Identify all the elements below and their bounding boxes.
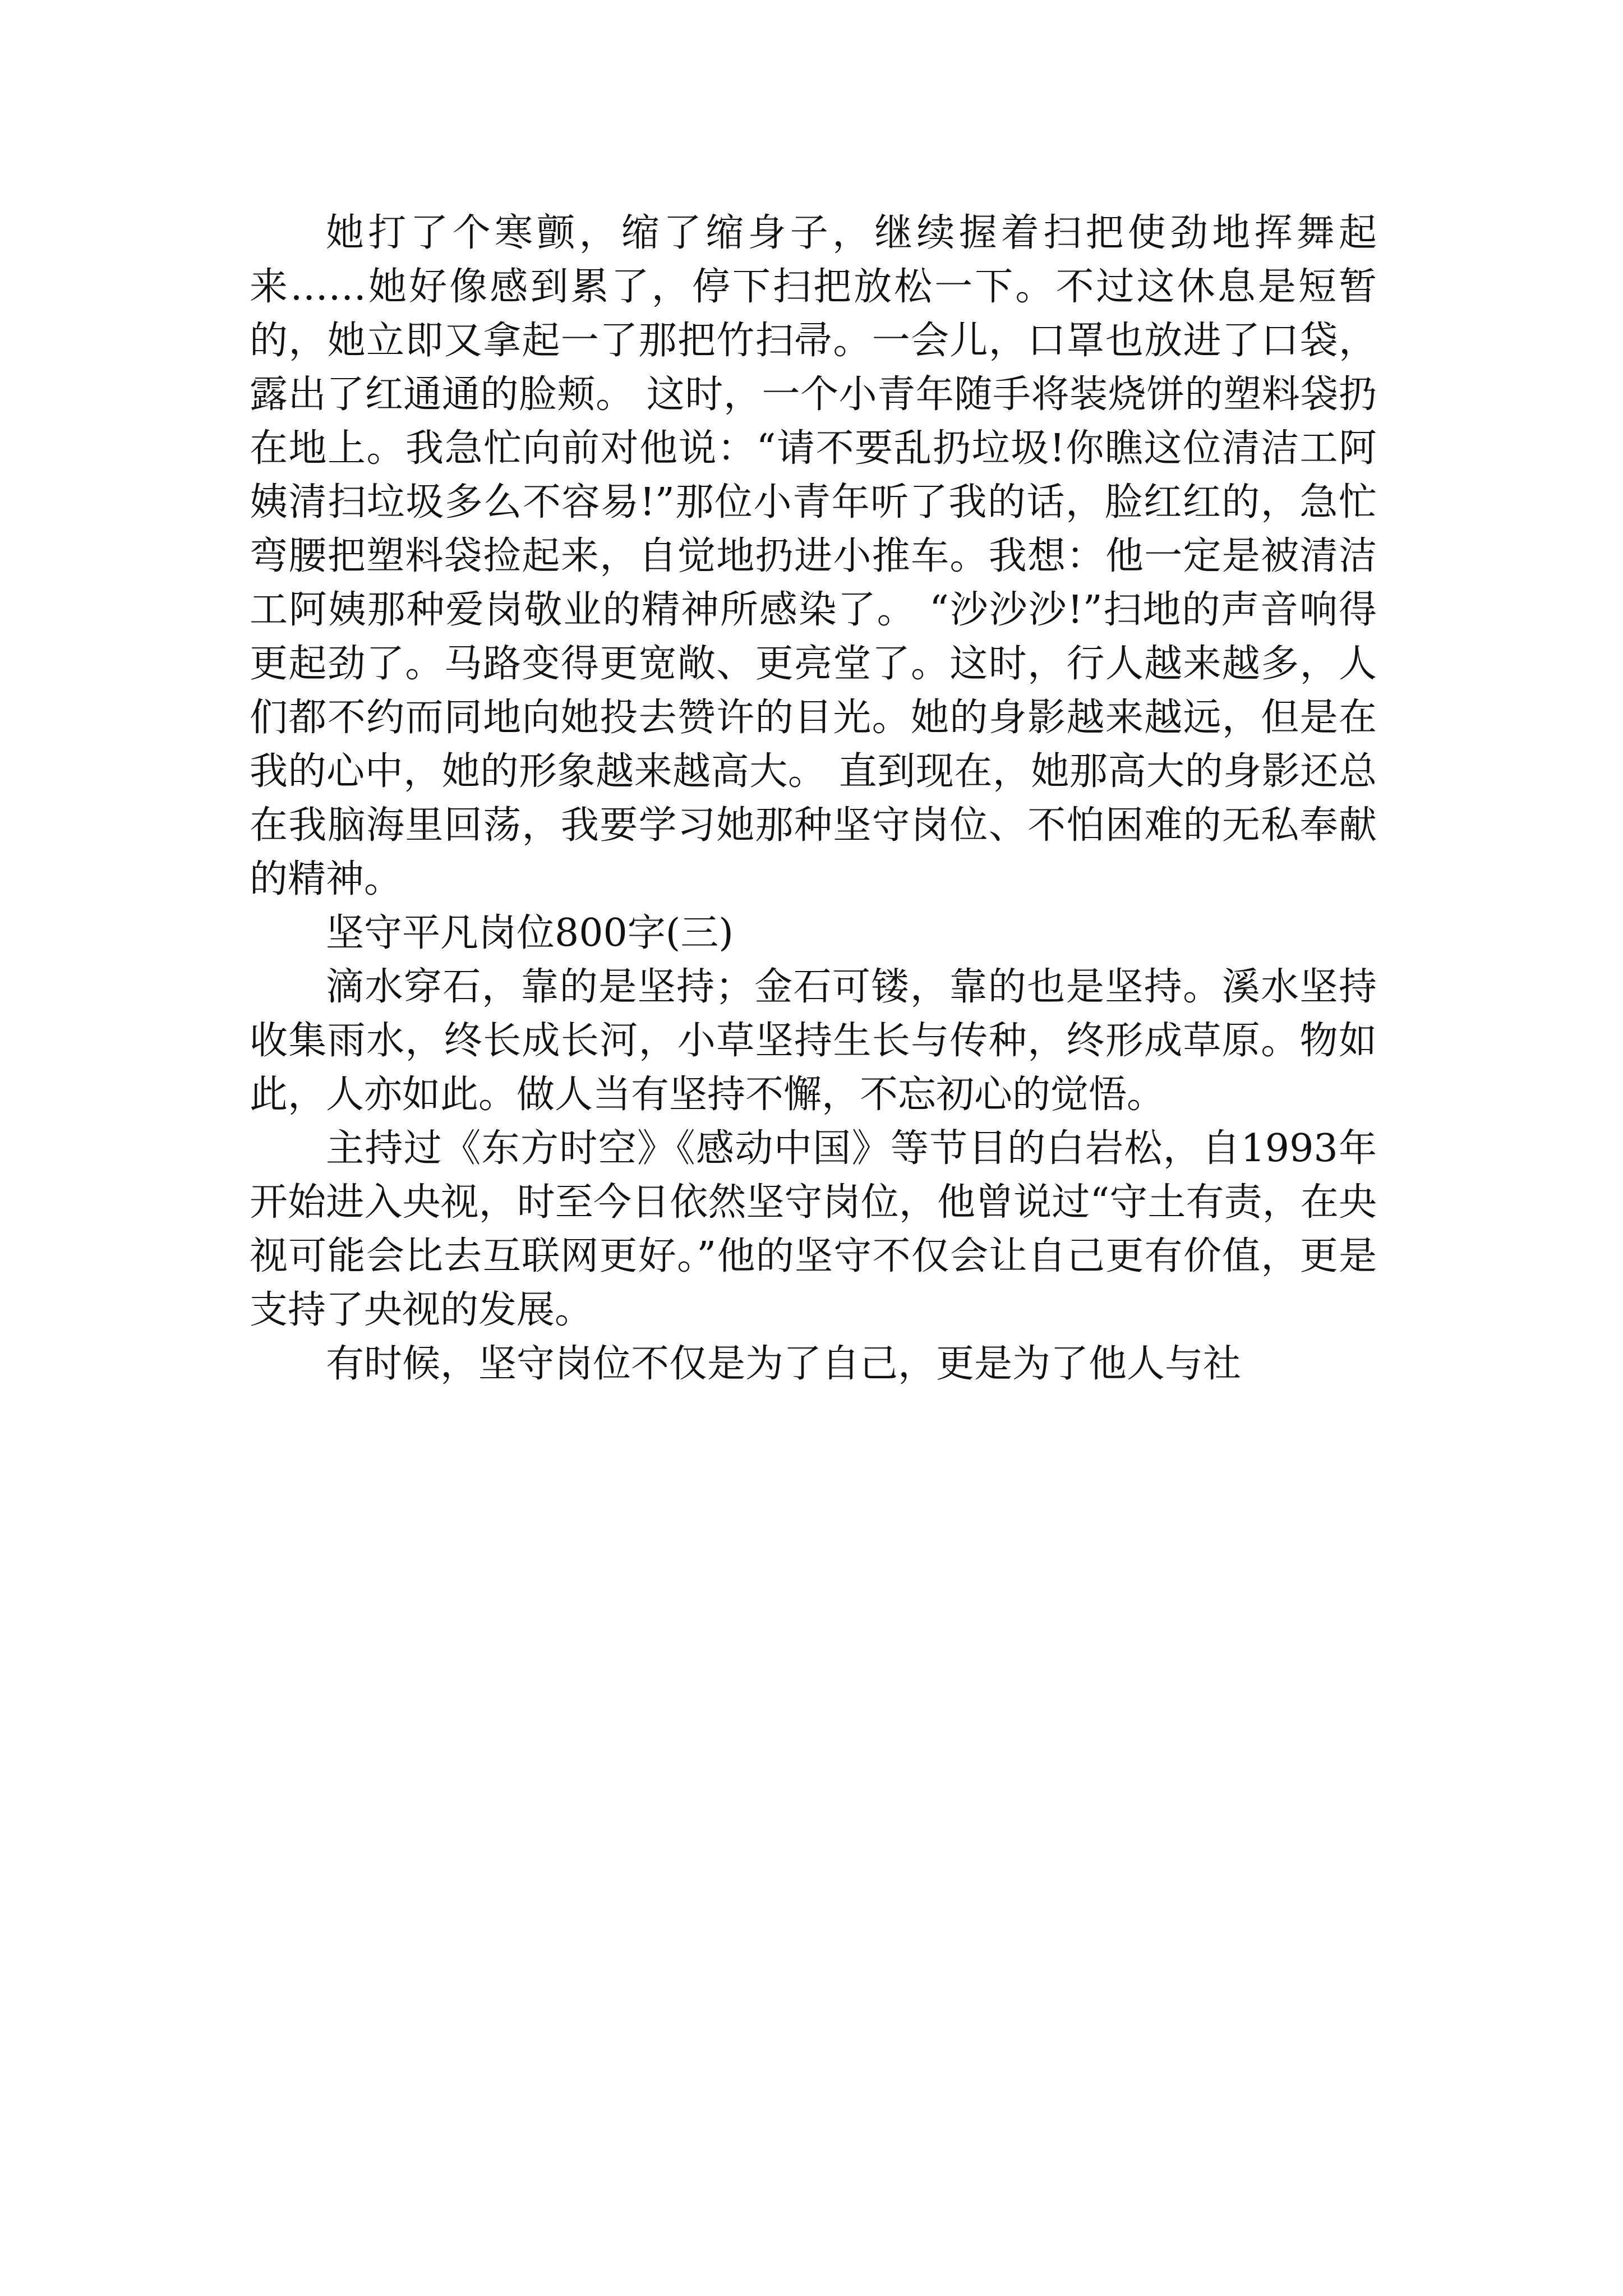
section-heading: 坚守平凡岗位800字(三) <box>326 911 734 955</box>
paragraph-cleaner-story: 她打了个寒颤，缩了缩身子，继续握着扫把使劲地挥舞起来……她好像感到累了，停下扫把放松一下。不过这休息是短暂的，她立即又拿起一了那把竹扫帚。一会儿，口罩也放进了口袋，露出了红通通的脸颊。 这时，一个小青年随手将装烧饼的塑料袋扔在地上。我急忙向前对他说：“请不要乱扔垃圾!你瞧这位清洁工阿姨清扫垃圾多么不容易!”那位小青年听了我的话，脸红红的，急忙弯腰把塑料袋捡起来，自觉地扔进小推车。我想：他一定是被清洁工阿姨那种爱岗敬业的精神所感染了。 “沙沙沙!”扫地的声音响得更起劲了。马路变得更宽敞、更亮堂了。这时，行人越来越多，人们都不约而同地向她投去赞许的目光。她的身影越来越远，但是在我的心中，她的形象越来越高大。 直到现在，她那高大的身影还总在我脑海里回荡，我要学习她那种坚守岗位、不怕困难的无私奉献的精神。 <box>250 211 1377 901</box>
paragraph-persistence: 滴水穿石，靠的是坚持；金石可镂，靠的也是坚持。溪水坚持收集雨水，终长成长河，小草坚持生长与传种，终形成草原。物如此，人亦如此。做人当有坚持不懈，不忘初心的觉悟。 <box>250 965 1377 1117</box>
paragraph-bai-yansong: 主持过《东方时空》《感动中国》等节目的白岩松，自1993年开始进入央视，时至今日依然坚守岗位，他曾说过“守土有责，在央视可能会比去互联网更好。”他的坚守不仅会让自己更有价值，更是支持了央视的发展。 <box>250 1126 1377 1332</box>
document-body <box>250 206 1377 1391</box>
paragraph-for-others: 有时候，坚守岗位不仅是为了自己，更是为了他人与社 <box>326 1342 1242 1386</box>
